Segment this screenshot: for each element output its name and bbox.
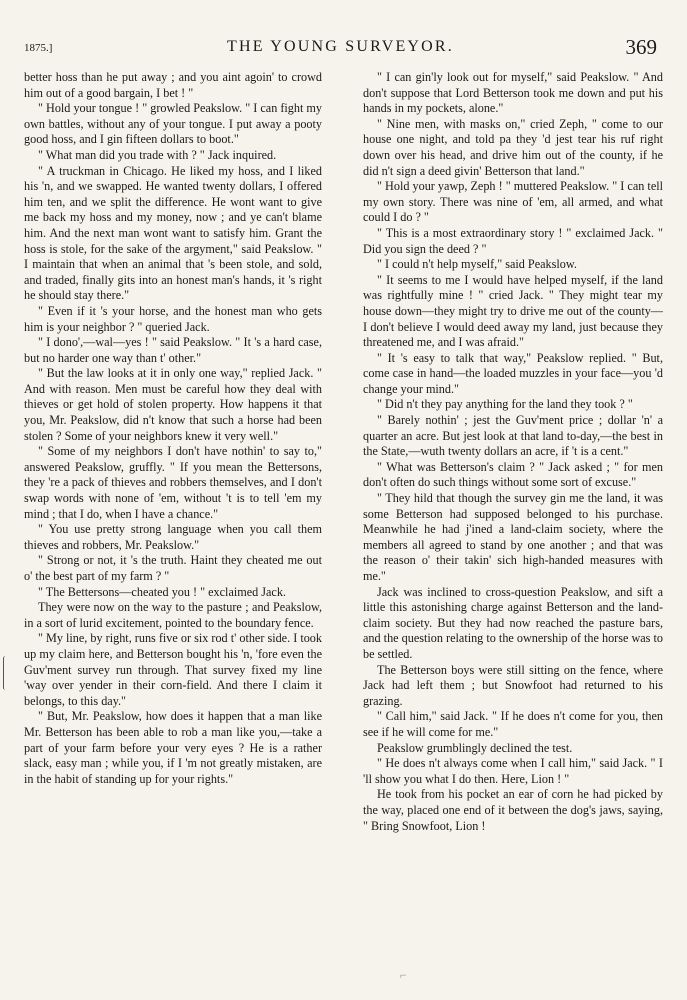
paragraph: " Even if it 's your horse, and the honest man who gets him is your neighbor ? " queried Jack. bbox=[24, 303, 322, 334]
page-number: 369 bbox=[625, 35, 657, 59]
paragraph: " It 's easy to talk that way," Peakslow replied. " But, come case in hand—the loaded muzzles in your face—you 'd change your mind." bbox=[363, 350, 663, 396]
paragraph: Peakslow grumblingly declined the test. bbox=[377, 740, 573, 755]
paragraph: " But, Mr. Peakslow, how does it happen that a man like Mr. Betterson has been able to rob a man like you,—take a part of your farm before your very eyes ? He is a rather slack, easy man ; while you, if I 'm not greatly mistaken, are in the habit of standing up for your rights." bbox=[24, 709, 322, 786]
paragraph: " Hold your tongue ! " growled Peakslow. " I can fight my own battles, without any of your tongue. I put away a pooty good hoss, and I gin fifteen dollars to boot." bbox=[24, 101, 322, 147]
paragraph: " Did n't they pay anything for the land they took ? " bbox=[377, 397, 633, 412]
running-header bbox=[24, 35, 657, 60]
paragraph: " What man did you trade with ? " Jack inquired. bbox=[38, 147, 277, 162]
paragraph: " I dono',—wal—yes ! " said Peakslow. " It 's a hard case, but no harder one way than t' other." bbox=[24, 335, 322, 365]
paragraph: " Barely nothin' ; jest the Guv'ment price ; dollar 'n' a quarter an acre. But jest look at that land to-day,—the best in the State,—wuth twenty dollars an acre, if 't is a cent." bbox=[363, 413, 663, 459]
paragraph: " My line, by right, runs five or six rod t' other side. I took up my claim here, and Betterson bought his 'n, 'fore even the Guv'ment survey run through. That survey fixed my line 'way over yender in their corn-field. And there I claim it belongs, to this day." bbox=[24, 631, 322, 708]
paragraph: He took from his pocket an ear of corn he had picked by the way, placed one end of it between the dog's jaws, saying, " Bring Snowfoot, Lion ! bbox=[363, 787, 663, 833]
paragraph: The Betterson boys were still sitting on the fence, where Jack had left them ; but Snowfoot had returned to his grazing. bbox=[363, 662, 663, 708]
paragraph: " The Bettersons—cheated you ! " exclaimed Jack. bbox=[38, 584, 286, 599]
left-column bbox=[24, 70, 322, 787]
paragraph: " I can gin'ly look out for myself," said Peakslow. " And don't suppose that Lord Betterson took me down and put his hands in my pockets, alone." bbox=[363, 70, 663, 116]
paragraph: Jack was inclined to cross-question Peakslow, and sift a little this astonishing charge against Betterson and the land-claim society. But they had now reached the pasture bars, and the question relating to the ownership of the horse was to be settled. bbox=[363, 584, 663, 661]
paragraph: " But the law looks at it in only one way," replied Jack. " And with reason. Men must be careful how they deal with thieves or get hold of stolen property. How happens it that you, Mr. Peakslow, did n't know that such a horse had been stolen ? Some of your neighbors knew it very well." bbox=[24, 366, 322, 443]
paragraph: " What was Betterson's claim ? " Jack asked ; " for men don't often do such things without some sort of excuse." bbox=[363, 459, 663, 490]
paragraph: They were now on the way to the pasture ; and Peakslow, in a sort of lurid excitement, pointed to the boundary fence. bbox=[24, 600, 322, 630]
footer-smudge-mark: ⌐ bbox=[400, 968, 407, 982]
paragraph: " He does n't always come when I call him," said Jack. " I 'll show you what I do then. Here, Lion ! " bbox=[363, 756, 663, 786]
paragraph: " It seems to me I would have helped myself, if the land was rightfully mine ! " cried Jack. " They might tear my house down—they might try to drive me out of the county—I don't believe I would deed away my land, just because they threatened me, and I was afraid." bbox=[363, 272, 663, 350]
paragraph: " Strong or not, it 's the truth. Haint they cheated me out o' the best part of my farm ? " bbox=[24, 553, 322, 583]
paragraph: " Call him," said Jack. " If he does n't come for you, then see if he will come for me." bbox=[363, 709, 663, 739]
paragraph: " Hold your yawp, Zeph ! " muttered Peakslow. " I can tell my own story. There was nine of 'em, all armed, and what could I do ? " bbox=[363, 179, 663, 225]
paragraph: better hoss than he put away ; and you aint agoin' to crowd him out of a good bargain, I bet ! " bbox=[24, 70, 322, 100]
header-year: 1875.] bbox=[24, 42, 53, 54]
paragraph: " This is a most extraordinary story ! " exclaimed Jack. " Did you sign the deed ? " bbox=[363, 225, 663, 256]
right-column bbox=[363, 70, 663, 834]
paragraph: " I could n't help myself," said Peakslow. bbox=[377, 257, 577, 272]
paragraph: " You use pretty strong language when you call them thieves and robbers, Mr. Peakslow." bbox=[24, 522, 322, 552]
paragraph: " Nine men, with masks on," cried Zeph, " come to our house one night, and told pa they 'd jest tear his ruf right down over his head, and drive him out of the county, if he did n't sign a deed givin' Betterson that land." bbox=[363, 116, 663, 178]
paragraph: " Some of my neighbors I don't have nothin' to say to," answered Peakslow, gruffly. " If you mean the Bettersons, they 're a pack of thieves and robbers themselves, and I don't swap words with none of 'em, without 't is to tell 'em my mind ; that I do, when I have a chance." bbox=[24, 444, 322, 521]
paragraph: " A truckman in Chicago. He liked my hoss, and I liked his 'n, and we swapped. He wanted twenty dollars, I offered him ten, and we split the difference. He wont want to give me back my hoss and my money, now ; and ye can't blame him. And the next man wont want to satisfy him. Grant the hoss is stole, for the sake of the argyment," said Peakslow. " I maintain that when an animal that 's been stole, and sold, and traded, finally gits into an honest man's hands, it 's right he should stay there." bbox=[24, 163, 322, 303]
margin-pencil-mark bbox=[3, 656, 8, 690]
paragraph: " They hild that though the survey gin me the land, it was some Betterson had supposed belonged to his purchase. Meanwhile he had j'ined a land-claim society, where the members all agreed to stand by one another ; and that was the reason o' their takin' sich high-handed measures with me." bbox=[363, 491, 663, 583]
header-title: THE YOUNG SURVEYOR. bbox=[226, 38, 455, 55]
